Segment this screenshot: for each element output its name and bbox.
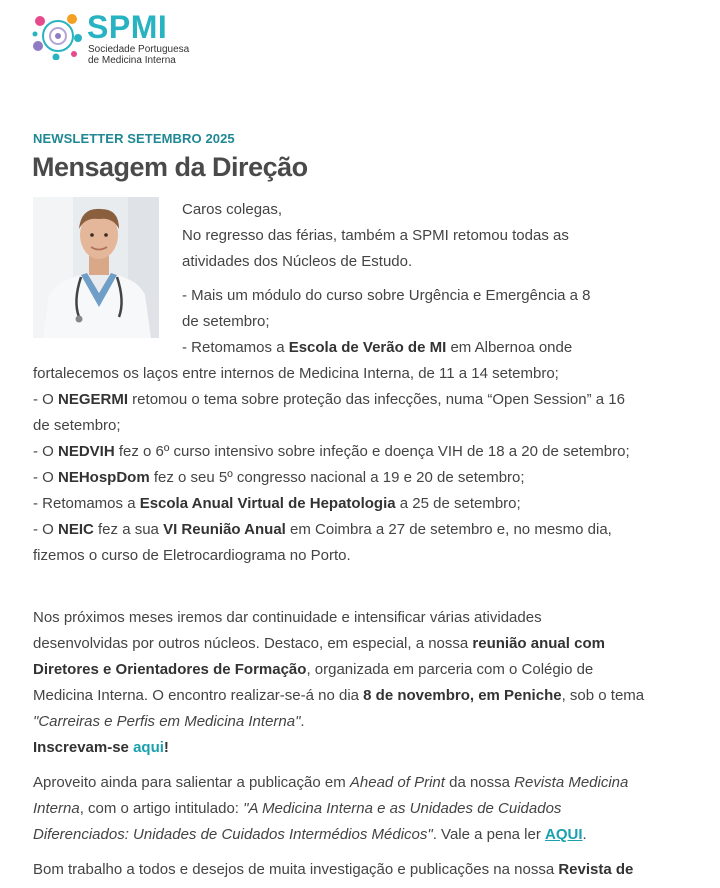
para4-line1: Bom trabalho a todos e desejos de muita investigação e publicações na nossa Revista de — [33, 861, 634, 878]
activity-item-3: - O NEGERMI retomou o tema sobre proteção das infecções, numa “Open Session” a 16 — [33, 391, 625, 408]
logo-wordmark: SPMI — [87, 9, 168, 45]
intro-line-1: No regresso das férias, também a SPMI retomou todas as — [182, 227, 569, 244]
logo-subtitle-line1: Sociedade Portuguesa — [88, 44, 190, 55]
para2-line2: desenvolvidas por outros núcleos. Destaco, em especial, a nossa reunião anual com — [33, 635, 605, 652]
activity-item-7-line2: fizemos o curso de Eletrocardiograma no Porto. — [33, 547, 351, 564]
intro-text — [182, 197, 612, 275]
signup-line: Inscrevam-se aqui! — [33, 739, 169, 756]
spmi-logo[interactable] — [30, 9, 190, 66]
activity-item-1-line1: - Mais um módulo do curso sobre Urgência e Emergência a 8 — [182, 287, 591, 304]
activity-item-1 — [182, 283, 612, 335]
intro-line-2: atividades dos Núcleos de Estudo. — [182, 253, 413, 270]
activity-list — [33, 361, 673, 569]
greeting: Caros colegas, — [182, 201, 283, 218]
activity-item-2 — [182, 335, 612, 361]
activity-item-5: - O NEHospDom fez o seu 5º congresso nacional a 19 e 20 de setembro; — [33, 469, 525, 486]
activity-item-7: - O NEIC fez a sua VI Reunião Anual em Coimbra a 27 de setembro e, no mesmo dia, — [33, 521, 612, 538]
page-title: Mensagem da Direção — [32, 152, 308, 182]
director-photo — [33, 197, 159, 338]
newsletter-kicker: NEWSLETTER SETEMBRO 2025 — [33, 131, 235, 146]
logo-subtitle-line2: de Medicina Interna — [88, 55, 176, 66]
paragraph-closing — [33, 857, 673, 883]
paragraph-publication — [33, 770, 673, 848]
read-article-link[interactable]: AQUI — [545, 826, 583, 843]
para2-line3: Diretores e Orientadores de Formação, organizada em parceria com o Colégio de — [33, 661, 594, 678]
para2-line1: Nos próximos meses iremos dar continuidade e intensificar várias atividades — [33, 609, 542, 626]
para2-line5: "Carreiras e Perfis em Medicina Interna". — [33, 713, 305, 730]
para3-line2: Interna, com o artigo intitulado: "A Medicina Interna e as Unidades de Cuidados — [33, 800, 562, 817]
activity-item-2-line1: - Retomamos a Escola de Verão de MI em Albernoa onde — [182, 339, 573, 356]
signup-link[interactable]: aqui — [133, 739, 164, 756]
logo-subtitle — [88, 44, 189, 66]
paragraph-upcoming — [33, 605, 673, 761]
activity-item-3-line2: de setembro; — [33, 417, 121, 434]
activity-item-6: - Retomamos a Escola Anual Virtual de Hepatologia a 25 de setembro; — [33, 495, 521, 512]
activity-item-2-line2: fortalecemos os laços entre internos de Medicina Interna, de 11 a 14 setembro; — [33, 365, 559, 382]
para3-line3: Diferenciados: Unidades de Cuidados Intermédios Médicos". Vale a pena ler AQUI. — [33, 826, 587, 843]
spmi-logo-icon — [30, 12, 86, 60]
para2-line4: Medicina Interna. O encontro realizar-se-á no dia 8 de novembro, em Peniche, sob o tema — [33, 687, 645, 704]
activity-item-1-line2: de setembro; — [182, 313, 270, 330]
activity-item-4: - O NEDVIH fez o 6º curso intensivo sobre infeção e doença VIH de 18 a 20 de setembro; — [33, 443, 630, 460]
para3-line1: Aproveito ainda para salientar a publicação em Ahead of Print da nossa Revista Medicina — [33, 774, 629, 791]
